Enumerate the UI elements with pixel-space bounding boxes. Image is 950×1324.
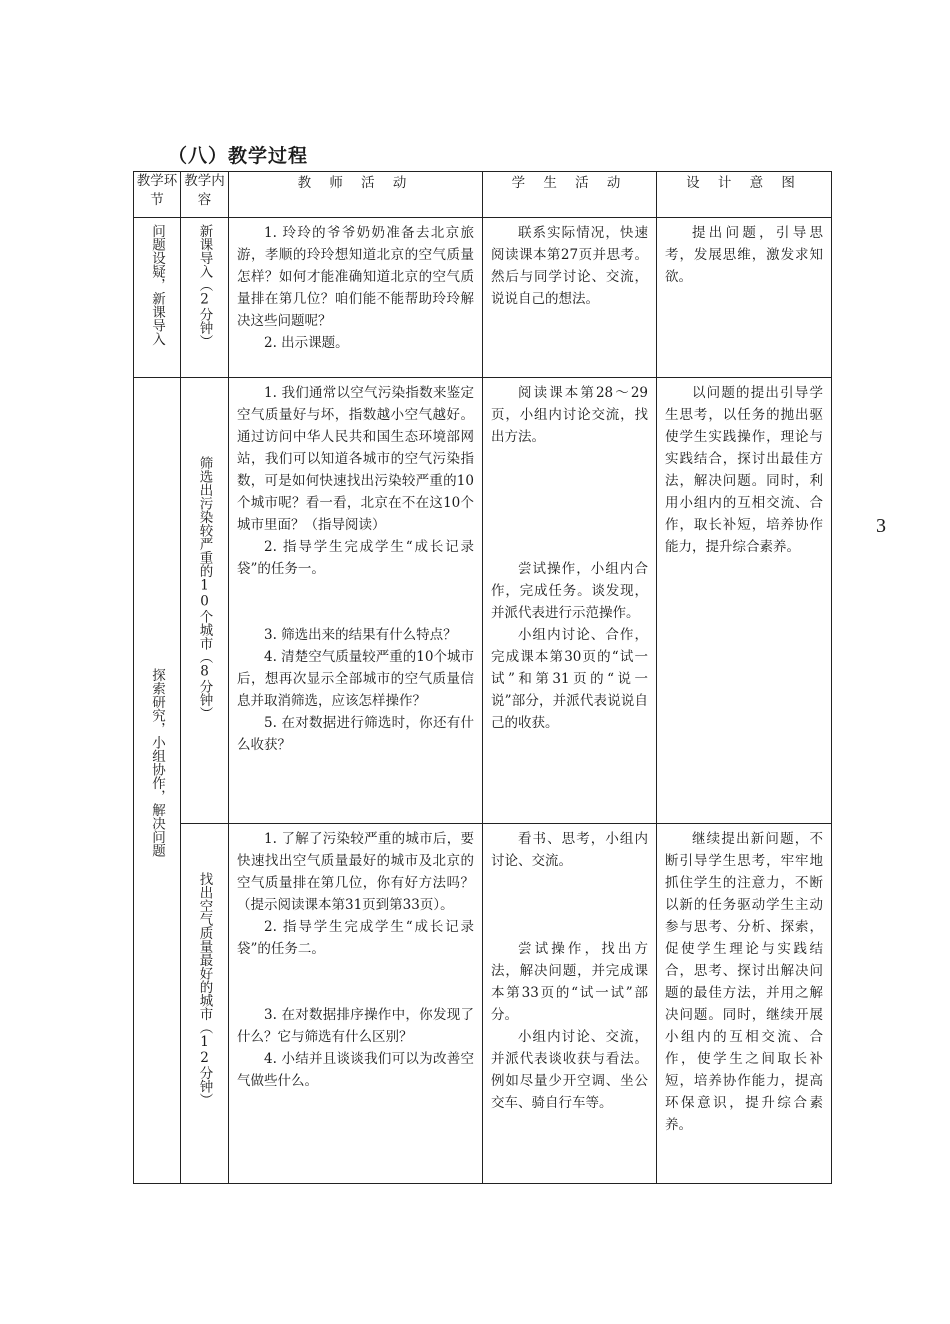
header-stage: 教学环节 xyxy=(134,172,181,218)
teacher-item: 4. 小结并且谈谈我们可以为改善空气做些什么。 xyxy=(237,1051,474,1089)
design-intent-cell xyxy=(657,218,832,378)
header-teacher: 教 师 活 动 xyxy=(229,172,483,218)
table-row xyxy=(134,218,832,378)
teacher-activity-cell xyxy=(229,378,483,824)
table-row xyxy=(134,378,832,824)
content-cell xyxy=(181,378,229,824)
content-label: 新课导入（2分钟） xyxy=(196,224,213,348)
teacher-item: 4. 清楚空气质量较严重的10个城市后，想再次显示全部城市的空气质量信息并取消筛选，应该怎样操作？ xyxy=(237,649,474,709)
section-title: （八）教学过程 xyxy=(168,145,309,167)
design-item: 继续提出新问题，不断引导学生思考，牢牢地抓住学生的注意力，不断以新的任务驱动学生主动参与思考、分析、探索，促使学生理论与实践结合，思考、探讨出解决问题的最佳方法，并用之解决问题。同时，继续开展小组内的互相交流、合作，使学生之间取长补短，培养协作能力，提高环保意识，提升综合素养。 xyxy=(665,831,823,1133)
student-item: 联系实际情况，快速阅读课本第27页并思考。然后与同学讨论、交流，说说自己的想法。 xyxy=(491,225,648,307)
student-item: 小组内讨论、合作，完成课本第30页的“试一试”和第31页的“说一说”部分，并派代表说说自己的收获。 xyxy=(491,627,648,731)
student-item: 小组内讨论、交流，并派代表谈收获与看法。例如尽量少开空调、坐公交车、骑自行车等。 xyxy=(491,1029,648,1111)
stage-label: 问题设疑，新课导入 xyxy=(149,224,165,346)
teacher-item: 3. 在对数据排序操作中，你发现了什么？它与筛选有什么区别？ xyxy=(237,1007,474,1045)
teacher-item: 1. 玲玲的爷爷奶奶准备去北京旅游，孝顺的玲玲想知道北京的空气质量怎样？如何才能准确知道北京的空气质量排在第几位？咱们能不能帮助玲玲解决这些问题呢？ xyxy=(237,225,474,329)
design-intent-cell xyxy=(657,378,832,824)
teaching-process-table xyxy=(133,171,832,1184)
teacher-item: 2. 指导学生完成学生“成长记录袋”的任务一。 xyxy=(237,539,474,577)
student-item: 尝试操作，小组内合作，完成任务。谈发现，并派代表进行示范操作。 xyxy=(491,561,648,621)
content-label: 筛选出污染较严重的10个城市（8分钟） xyxy=(196,456,213,720)
student-item: 阅读课本第28～29页，小组内讨论交流，找出方法。 xyxy=(491,385,648,445)
page-number: 3 xyxy=(876,515,886,537)
header-student: 学 生 活 动 xyxy=(483,172,657,218)
stage-cell xyxy=(134,218,181,378)
student-item: 尝试操作，找出方法，解决问题，并完成课本第33页的“试一试”部分。 xyxy=(491,941,648,1023)
student-activity-cell xyxy=(483,378,657,824)
student-activity-cell xyxy=(483,218,657,378)
teacher-item: 2. 出示课题。 xyxy=(264,335,349,351)
content-cell xyxy=(181,218,229,378)
teacher-item: 1. 了解了污染较严重的城市后，要快速找出空气质量最好的城市及北京的空气质量排在第几位，你有好方法吗？（提示阅读课本第31页到第33页）。 xyxy=(237,831,474,913)
teacher-item: 2. 指导学生完成学生“成长记录袋”的任务二。 xyxy=(237,919,474,957)
design-item: 以问题的提出引导学生思考，以任务的抛出驱使学生实践操作，理论与实践结合，探讨出最佳方法，解决问题。同时，利用小组内的互相交流、合作，取长补短，培养协作能力，提升综合素养。 xyxy=(665,385,823,555)
student-activity-cell xyxy=(483,824,657,1184)
stage-cell xyxy=(134,378,181,1184)
table-row xyxy=(134,824,832,1184)
header-design: 设 计 意 图 xyxy=(657,172,832,218)
table-header-row xyxy=(134,172,832,218)
content-cell xyxy=(181,824,229,1184)
content-label: 找出空气质量最好的城市（12分钟） xyxy=(196,872,213,1107)
teacher-item: 5. 在对数据进行筛选时，你还有什么收获？ xyxy=(237,715,474,753)
header-content: 教学内容 xyxy=(181,172,229,218)
student-item: 看书、思考，小组内讨论、交流。 xyxy=(491,831,648,869)
teacher-item: 3. 筛选出来的结果有什么特点？ xyxy=(264,627,457,643)
stage-label: 探索研究，小组协作，解决问题 xyxy=(149,668,165,857)
teacher-activity-cell xyxy=(229,218,483,378)
design-intent-cell xyxy=(657,824,832,1184)
teacher-item: 1. 我们通常以空气污染指数来鉴定空气质量好与坏，指数越小空气越好。通过访问中华人民共和国生态环境部网站，我们可以知道各城市的空气污染指数，可是如何快速找出污染较严重的10个城市呢？看一看，北京在不在这10个城市里面？（指导阅读） xyxy=(237,385,474,533)
design-item: 提出问题，引导思考，发展思维，激发求知欲。 xyxy=(665,225,823,285)
teacher-activity-cell xyxy=(229,824,483,1184)
